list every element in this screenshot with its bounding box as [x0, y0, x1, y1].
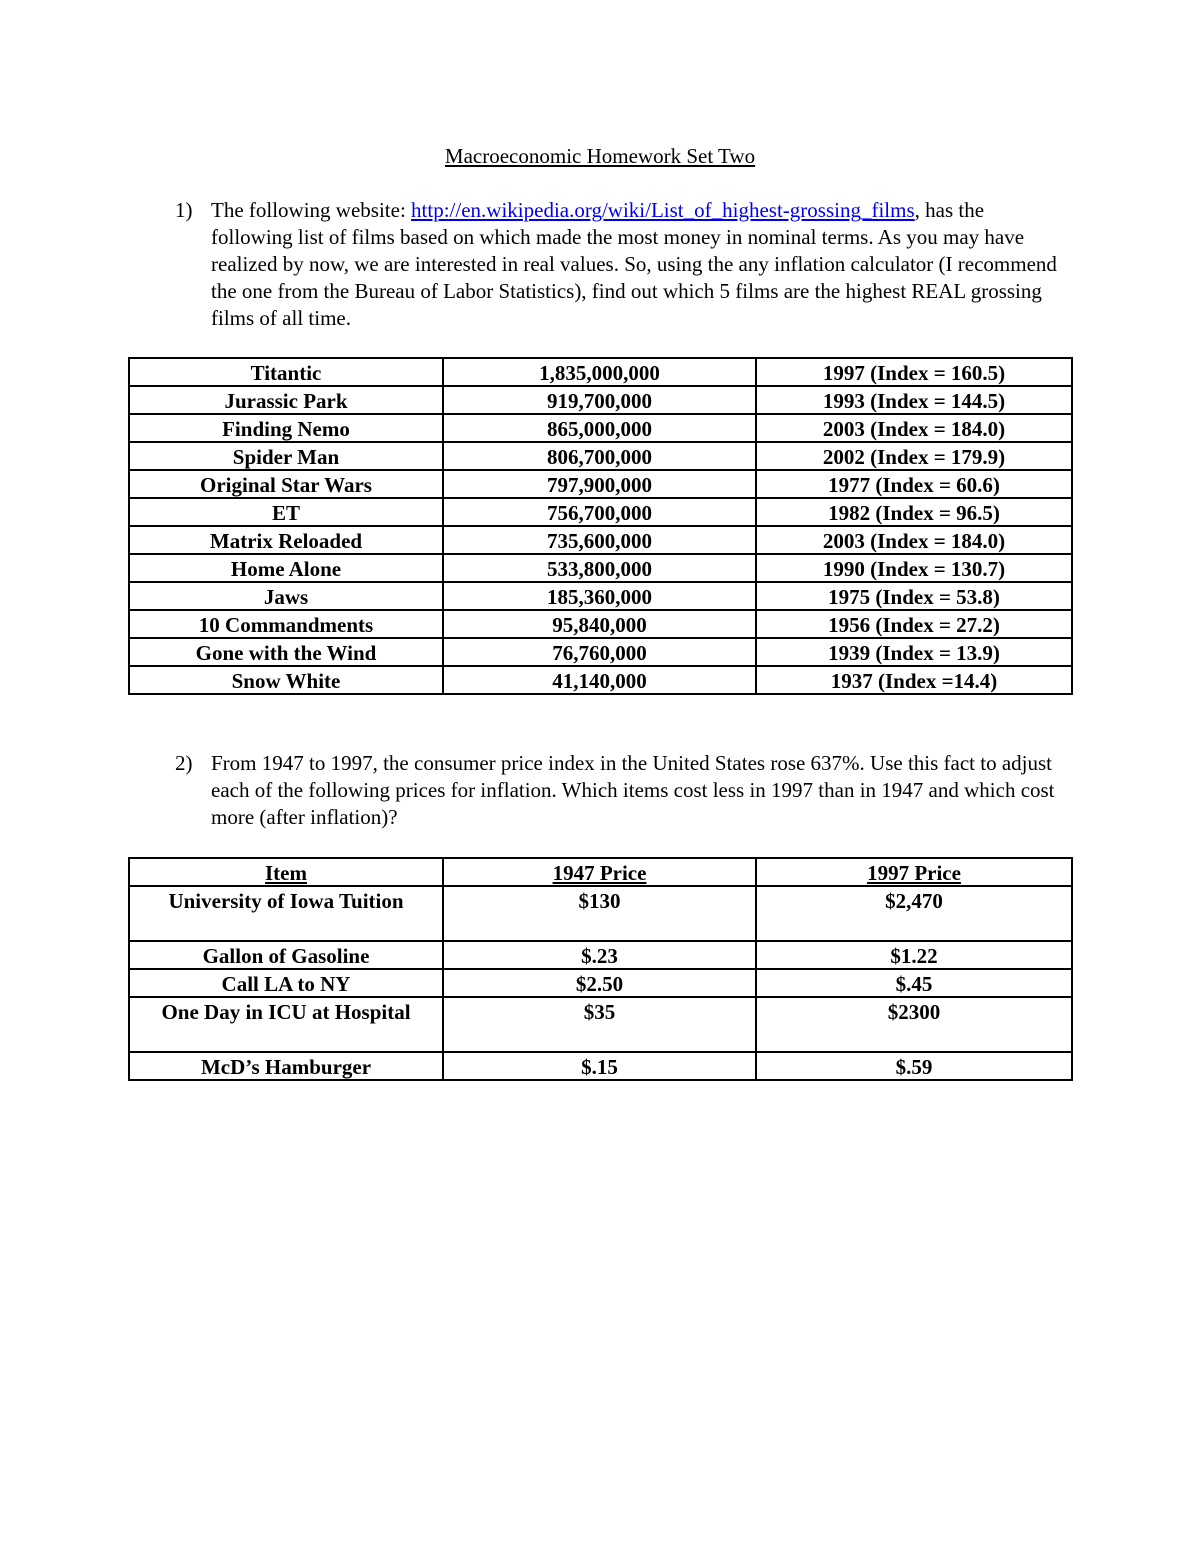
film-year: 1975 (Index = 53.8): [756, 582, 1072, 610]
question-1-text: [211, 197, 1065, 332]
table-row: [129, 498, 1072, 526]
film-name: Matrix Reloaded: [129, 526, 443, 554]
table-row: [129, 610, 1072, 638]
table-row: [129, 666, 1072, 694]
table-row: [129, 969, 1072, 997]
film-name: Jurassic Park: [129, 386, 443, 414]
film-year: 1997 (Index = 160.5): [756, 358, 1072, 386]
film-gross: 797,900,000: [443, 470, 756, 498]
price-1947: $.23: [443, 941, 756, 969]
film-name: Spider Man: [129, 442, 443, 470]
film-name: Snow White: [129, 666, 443, 694]
question-2-number: 2): [175, 751, 193, 775]
film-gross: 735,600,000: [443, 526, 756, 554]
document-title: Macroeconomic Homework Set Two: [444, 144, 756, 168]
film-gross: 756,700,000: [443, 498, 756, 526]
price-1997: $.59: [756, 1052, 1072, 1080]
table-row: [129, 638, 1072, 666]
table-row: [129, 941, 1072, 969]
film-year: 1982 (Index = 96.5): [756, 498, 1072, 526]
table-row: [129, 582, 1072, 610]
price-item: University of Iowa Tuition: [129, 886, 443, 941]
film-name: Home Alone: [129, 554, 443, 582]
price-1947: $2.50: [443, 969, 756, 997]
header-1947: [443, 858, 756, 886]
table-row: [129, 386, 1072, 414]
question-1: [175, 197, 1065, 332]
film-year: 2003 (Index = 184.0): [756, 414, 1072, 442]
table-row: [129, 470, 1072, 498]
film-year: 1956 (Index = 27.2): [756, 610, 1072, 638]
film-name: Gone with the Wind: [129, 638, 443, 666]
film-gross: 76,760,000: [443, 638, 756, 666]
film-year: 1977 (Index = 60.6): [756, 470, 1072, 498]
price-item: One Day in ICU at Hospital: [129, 997, 443, 1052]
price-1947: $130: [443, 886, 756, 941]
film-gross: 95,840,000: [443, 610, 756, 638]
table-row: [129, 414, 1072, 442]
question-2: [175, 750, 1065, 831]
film-gross: 806,700,000: [443, 442, 756, 470]
price-1997: $2,470: [756, 886, 1072, 941]
film-gross: 1,835,000,000: [443, 358, 756, 386]
prices-table: [128, 857, 1073, 1081]
price-1947: $.15: [443, 1052, 756, 1080]
wikipedia-link[interactable]: http://en.wikipedia.org/wiki/List_of_highest-grossing_films: [411, 198, 915, 222]
table-row: [129, 526, 1072, 554]
film-name: Original Star Wars: [129, 470, 443, 498]
film-year: 1937 (Index =14.4): [756, 666, 1072, 694]
question-1-text-before: The following website:: [211, 198, 412, 222]
film-year: 1990 (Index = 130.7): [756, 554, 1072, 582]
table-row: [129, 442, 1072, 470]
price-item: Gallon of Gasoline: [129, 941, 443, 969]
film-year: 1939 (Index = 13.9): [756, 638, 1072, 666]
price-item: Call LA to NY: [129, 969, 443, 997]
film-name: Titantic: [129, 358, 443, 386]
header-item-label: Item: [265, 861, 307, 885]
film-gross: 533,800,000: [443, 554, 756, 582]
film-year: 2002 (Index = 179.9): [756, 442, 1072, 470]
film-year: 2003 (Index = 184.0): [756, 526, 1072, 554]
price-item: McD’s Hamburger: [129, 1052, 443, 1080]
film-gross: 41,140,000: [443, 666, 756, 694]
table-row: [129, 886, 1072, 941]
film-name: Jaws: [129, 582, 443, 610]
question-1-number: 1): [175, 198, 193, 222]
table-row: [129, 358, 1072, 386]
film-name: 10 Commandments: [129, 610, 443, 638]
header-1947-label: 1947 Price: [552, 861, 647, 885]
question-1-text-after: , has the following list of films based on which made the most money in nominal terms. As you may have realized by now, we are interested in real values. So, using the any inflation calculator (I recommend the one from the Bureau of Labor Statistics), find out which 5 films are the highest REAL grossing films of all time.: [211, 198, 1057, 330]
film-name: Finding Nemo: [129, 414, 443, 442]
film-gross: 865,000,000: [443, 414, 756, 442]
film-gross: 185,360,000: [443, 582, 756, 610]
price-1997: $1.22: [756, 941, 1072, 969]
film-name: ET: [129, 498, 443, 526]
price-1947: $35: [443, 997, 756, 1052]
header-item: [129, 858, 443, 886]
header-1997: [756, 858, 1072, 886]
price-1997: $2300: [756, 997, 1072, 1052]
question-2-text: From 1947 to 1997, the consumer price index in the United States rose 637%. Use this fact to adjust each of the following prices for inflation. Which items cost less in 1997 than in 1947 and which cost more (after inflation)?: [211, 751, 1055, 829]
header-1997-label: 1997 Price: [867, 861, 961, 885]
price-1997: $.45: [756, 969, 1072, 997]
film-gross: 919,700,000: [443, 386, 756, 414]
film-year: 1993 (Index = 144.5): [756, 386, 1072, 414]
table-header-row: [129, 858, 1072, 886]
films-table: [128, 357, 1073, 695]
table-row: [129, 1052, 1072, 1080]
table-row: [129, 997, 1072, 1052]
table-row: [129, 554, 1072, 582]
